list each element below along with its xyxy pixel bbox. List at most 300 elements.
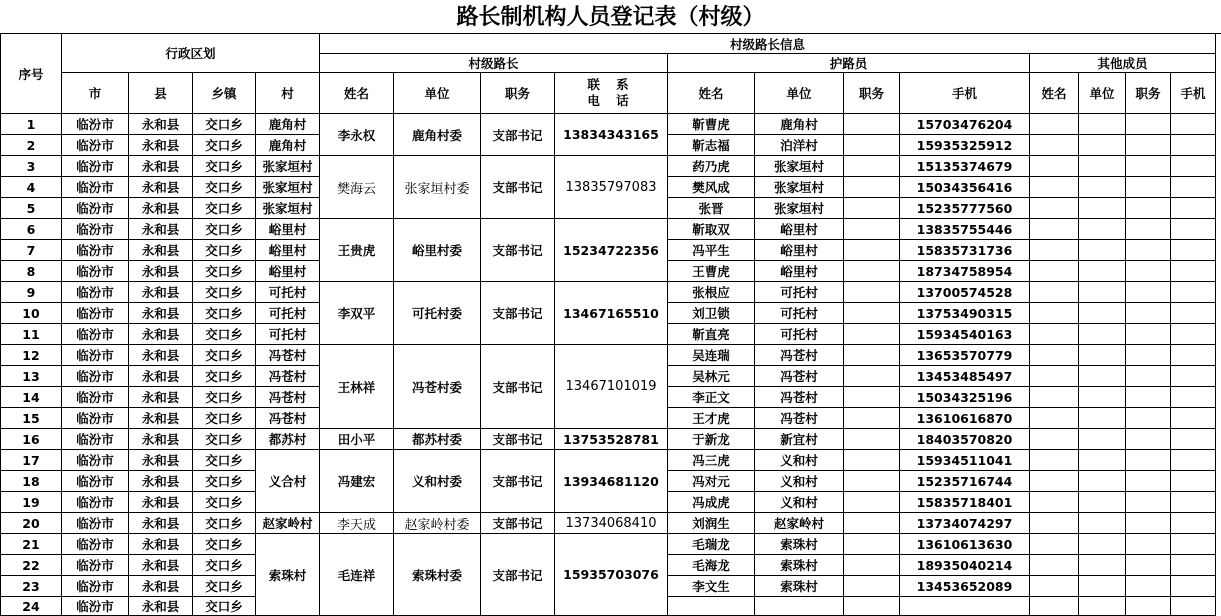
other-phone-cell <box>1171 408 1216 429</box>
head-post-cell: 支部书记 <box>481 450 555 513</box>
seq-cell: 22 <box>1 555 62 576</box>
guard-unit-cell: 索珠村 <box>755 555 844 576</box>
guard-phone-cell: 13753490315 <box>900 303 1030 324</box>
city-cell: 临汾市 <box>62 114 129 135</box>
city-cell: 临汾市 <box>62 555 129 576</box>
head-post-cell: 支部书记 <box>481 219 555 282</box>
village-cell: 鹿角村 <box>256 135 320 156</box>
head-name-cell: 王贵虎 <box>320 219 394 282</box>
guard-unit-cell: 可托村 <box>755 282 844 303</box>
guard-unit-cell: 索珠村 <box>755 534 844 555</box>
county-cell: 永和县 <box>129 261 193 282</box>
other-unit-cell <box>1079 177 1126 198</box>
town-cell: 交口乡 <box>193 177 256 198</box>
village-cell: 峪里村 <box>256 240 320 261</box>
guard-phone-cell: 13734074297 <box>900 513 1030 534</box>
other-post-cell <box>1126 177 1171 198</box>
col-guard-name: 姓名 <box>668 73 755 114</box>
seq-cell: 13 <box>1 366 62 387</box>
other-unit-cell <box>1079 261 1126 282</box>
city-cell: 临汾市 <box>62 597 129 616</box>
other-phone-cell <box>1171 555 1216 576</box>
guard-phone-cell: 13700574528 <box>900 282 1030 303</box>
other-phone-cell <box>1171 450 1216 471</box>
village-cell: 赵家岭村 <box>256 513 320 534</box>
guard-name-cell: 冯成虎 <box>668 492 755 513</box>
col-post: 职务 <box>481 73 555 114</box>
seq-cell: 17 <box>1 450 62 471</box>
head-phone-cell: 15935703076 <box>555 534 668 616</box>
guard-post-cell <box>844 450 900 471</box>
guard-name-cell <box>668 597 755 616</box>
guard-name-cell: 吴连瑞 <box>668 345 755 366</box>
other-phone-cell <box>1171 177 1216 198</box>
town-cell: 交口乡 <box>193 513 256 534</box>
city-cell: 临汾市 <box>62 135 129 156</box>
head-unit-cell: 冯苍村委 <box>394 345 481 429</box>
head-unit-cell: 可托村委 <box>394 282 481 345</box>
head-name-cell: 樊海云 <box>320 156 394 219</box>
head-post-cell: 支部书记 <box>481 114 555 156</box>
guard-name-cell: 张根应 <box>668 282 755 303</box>
other-phone-cell <box>1171 576 1216 597</box>
col-city: 市 <box>62 73 129 114</box>
town-cell: 交口乡 <box>193 597 256 616</box>
other-name-cell <box>1030 282 1079 303</box>
other-phone-cell <box>1171 156 1216 177</box>
guard-unit-cell: 冯苍村 <box>755 345 844 366</box>
other-post-cell <box>1126 240 1171 261</box>
city-cell: 临汾市 <box>62 219 129 240</box>
col-name: 姓名 <box>320 73 394 114</box>
guard-unit-cell <box>755 597 844 616</box>
town-cell: 交口乡 <box>193 534 256 555</box>
guard-post-cell <box>844 198 900 219</box>
village-cell: 冯苍村 <box>256 387 320 408</box>
guard-phone-cell: 15835731736 <box>900 240 1030 261</box>
other-name-cell <box>1030 219 1079 240</box>
other-post-cell <box>1126 303 1171 324</box>
guard-name-cell: 靳志福 <box>668 135 755 156</box>
guard-name-cell: 张晋 <box>668 198 755 219</box>
village-cell: 冯苍村 <box>256 366 320 387</box>
guard-post-cell <box>844 324 900 345</box>
other-post-cell <box>1126 324 1171 345</box>
head-name-cell: 李双平 <box>320 282 394 345</box>
guard-post-cell <box>844 555 900 576</box>
other-post-cell <box>1126 219 1171 240</box>
other-name-cell <box>1030 366 1079 387</box>
other-unit-cell <box>1079 513 1126 534</box>
guard-phone-cell: 15934540163 <box>900 324 1030 345</box>
village-cell: 峪里村 <box>256 219 320 240</box>
head-phone-cell: 13467101019 <box>555 345 668 429</box>
head-unit-cell: 都苏村委 <box>394 429 481 450</box>
other-name-cell <box>1030 513 1079 534</box>
town-cell: 交口乡 <box>193 366 256 387</box>
other-unit-cell <box>1079 198 1126 219</box>
head-unit-cell: 张家垣村委 <box>394 156 481 219</box>
other-unit-cell <box>1079 156 1126 177</box>
village-head-header: 村级路长 <box>320 54 668 73</box>
table-row <box>1 429 1216 450</box>
guard-post-cell <box>844 408 900 429</box>
guard-unit-cell: 冯苍村 <box>755 387 844 408</box>
col-town: 乡镇 <box>193 73 256 114</box>
guard-unit-cell: 峪里村 <box>755 219 844 240</box>
col-phone-line2: 电 话 <box>587 93 635 108</box>
other-phone-cell <box>1171 513 1216 534</box>
head-name-cell: 毛连祥 <box>320 534 394 616</box>
county-cell: 永和县 <box>129 324 193 345</box>
guard-post-cell <box>844 282 900 303</box>
town-cell: 交口乡 <box>193 324 256 345</box>
county-cell: 永和县 <box>129 198 193 219</box>
village-cell: 鹿角村 <box>256 114 320 135</box>
village-cell: 冯苍村 <box>256 345 320 366</box>
other-unit-cell <box>1079 387 1126 408</box>
guard-unit-cell: 可托村 <box>755 324 844 345</box>
guard-phone-cell: 15935325912 <box>900 135 1030 156</box>
guard-unit-cell: 鹿角村 <box>755 114 844 135</box>
seq-cell: 23 <box>1 576 62 597</box>
head-post-cell: 支部书记 <box>481 345 555 429</box>
table-row <box>1 450 1216 471</box>
col-guard-phone: 手机 <box>900 73 1030 114</box>
col-other-phone: 手机 <box>1171 73 1216 114</box>
other-name-cell <box>1030 534 1079 555</box>
head-phone-cell: 13835797083 <box>555 156 668 219</box>
other-name-cell <box>1030 408 1079 429</box>
guard-post-cell <box>844 534 900 555</box>
county-cell: 永和县 <box>129 597 193 616</box>
guard-post-cell <box>844 219 900 240</box>
guard-phone-cell: 15835718401 <box>900 492 1030 513</box>
guard-phone-cell: 13653570779 <box>900 345 1030 366</box>
village-cell: 张家垣村 <box>256 156 320 177</box>
col-phone <box>555 73 668 114</box>
village-cell: 张家垣村 <box>256 198 320 219</box>
guard-name-cell: 王才虎 <box>668 408 755 429</box>
head-unit-cell: 峪里村委 <box>394 219 481 282</box>
city-cell: 临汾市 <box>62 177 129 198</box>
city-cell: 临汾市 <box>62 324 129 345</box>
head-post-cell: 支部书记 <box>481 156 555 219</box>
sheet-title: 路长制机构人员登记表（村级） <box>0 0 1221 34</box>
seq-cell: 6 <box>1 219 62 240</box>
seq-cell: 3 <box>1 156 62 177</box>
city-cell: 临汾市 <box>62 387 129 408</box>
city-cell: 临汾市 <box>62 366 129 387</box>
col-other-name: 姓名 <box>1030 73 1079 114</box>
other-post-cell <box>1126 408 1171 429</box>
guard-name-cell: 王曹虎 <box>668 261 755 282</box>
town-cell: 交口乡 <box>193 555 256 576</box>
town-cell: 交口乡 <box>193 345 256 366</box>
head-post-cell: 支部书记 <box>481 513 555 534</box>
table-row <box>1 513 1216 534</box>
head-post-cell: 支部书记 <box>481 429 555 450</box>
table-row <box>1 156 1216 177</box>
village-cell: 可托村 <box>256 303 320 324</box>
guard-post-cell <box>844 303 900 324</box>
other-name-cell <box>1030 429 1079 450</box>
guard-post-cell <box>844 177 900 198</box>
guard-name-cell: 李文生 <box>668 576 755 597</box>
guard-unit-cell: 冯苍村 <box>755 366 844 387</box>
guard-unit-cell: 义和村 <box>755 492 844 513</box>
guard-post-cell <box>844 387 900 408</box>
seq-cell: 9 <box>1 282 62 303</box>
guard-post-cell <box>844 513 900 534</box>
other-post-cell <box>1126 156 1171 177</box>
town-cell: 交口乡 <box>193 282 256 303</box>
head-unit-cell: 鹿角村委 <box>394 114 481 156</box>
other-name-cell <box>1030 135 1079 156</box>
guard-phone-cell: 15235777560 <box>900 198 1030 219</box>
guard-phone-cell: 15934511041 <box>900 450 1030 471</box>
other-unit-cell <box>1079 534 1126 555</box>
county-cell: 永和县 <box>129 555 193 576</box>
other-name-cell <box>1030 555 1079 576</box>
other-name-cell <box>1030 492 1079 513</box>
village-cell: 义合村 <box>256 450 320 513</box>
city-cell: 临汾市 <box>62 261 129 282</box>
village-cell: 张家垣村 <box>256 177 320 198</box>
village-cell: 索珠村 <box>256 534 320 616</box>
seq-cell: 12 <box>1 345 62 366</box>
village-cell: 冯苍村 <box>256 408 320 429</box>
other-post-cell <box>1126 135 1171 156</box>
guard-name-cell: 冯平生 <box>668 240 755 261</box>
other-phone-cell <box>1171 534 1216 555</box>
other-post-cell <box>1126 261 1171 282</box>
other-phone-cell <box>1171 471 1216 492</box>
guard-unit-cell: 张家垣村 <box>755 156 844 177</box>
guard-phone-cell: 15703476204 <box>900 114 1030 135</box>
guard-unit-cell: 泊洋村 <box>755 135 844 156</box>
guard-name-cell: 冯对元 <box>668 471 755 492</box>
city-cell: 临汾市 <box>62 450 129 471</box>
head-phone-cell: 13934681120 <box>555 450 668 513</box>
guard-post-cell <box>844 492 900 513</box>
seq-cell: 2 <box>1 135 62 156</box>
col-guard-post: 职务 <box>844 73 900 114</box>
other-name-cell <box>1030 240 1079 261</box>
county-cell: 永和县 <box>129 282 193 303</box>
other-unit-cell <box>1079 282 1126 303</box>
seq-header: 序号 <box>1 34 62 114</box>
other-post-cell <box>1126 198 1171 219</box>
seq-cell: 21 <box>1 534 62 555</box>
other-name-cell <box>1030 450 1079 471</box>
other-name-cell <box>1030 471 1079 492</box>
guard-name-cell: 刘卫锁 <box>668 303 755 324</box>
seq-cell: 4 <box>1 177 62 198</box>
guard-post-cell <box>844 240 900 261</box>
table-row <box>1 345 1216 366</box>
other-unit-cell <box>1079 555 1126 576</box>
guard-phone-cell: 15034325196 <box>900 387 1030 408</box>
guard-post-cell <box>844 114 900 135</box>
registration-table <box>0 33 1216 616</box>
other-phone-cell <box>1171 324 1216 345</box>
guard-post-cell <box>844 429 900 450</box>
town-cell: 交口乡 <box>193 408 256 429</box>
guard-name-cell: 于新龙 <box>668 429 755 450</box>
city-cell: 临汾市 <box>62 513 129 534</box>
table-row <box>1 534 1216 555</box>
seq-cell: 1 <box>1 114 62 135</box>
guard-phone-cell: 13453652089 <box>900 576 1030 597</box>
guard-phone-cell: 18935040214 <box>900 555 1030 576</box>
city-cell: 临汾市 <box>62 240 129 261</box>
other-name-cell <box>1030 114 1079 135</box>
col-guard-unit: 单位 <box>755 73 844 114</box>
other-post-cell <box>1126 576 1171 597</box>
guard-name-cell: 李正文 <box>668 387 755 408</box>
other-unit-cell <box>1079 597 1126 616</box>
head-unit-cell: 赵家岭村委 <box>394 513 481 534</box>
other-unit-cell <box>1079 324 1126 345</box>
head-phone-cell: 15234722356 <box>555 219 668 282</box>
guard-phone-cell: 13453485497 <box>900 366 1030 387</box>
county-cell: 永和县 <box>129 450 193 471</box>
town-cell: 交口乡 <box>193 135 256 156</box>
seq-cell: 5 <box>1 198 62 219</box>
guard-name-cell: 樊风成 <box>668 177 755 198</box>
other-post-cell <box>1126 345 1171 366</box>
seq-cell: 15 <box>1 408 62 429</box>
other-name-cell <box>1030 324 1079 345</box>
seq-cell: 16 <box>1 429 62 450</box>
other-unit-cell <box>1079 240 1126 261</box>
other-unit-cell <box>1079 471 1126 492</box>
other-phone-cell <box>1171 387 1216 408</box>
town-cell: 交口乡 <box>193 156 256 177</box>
village-cell: 可托村 <box>256 324 320 345</box>
other-unit-cell <box>1079 492 1126 513</box>
col-other-post: 职务 <box>1126 73 1171 114</box>
other-name-cell <box>1030 198 1079 219</box>
guard-phone-cell: 15034356416 <box>900 177 1030 198</box>
head-unit-cell: 义和村委 <box>394 450 481 513</box>
village-cell: 峪里村 <box>256 261 320 282</box>
other-name-cell <box>1030 261 1079 282</box>
city-cell: 临汾市 <box>62 345 129 366</box>
guard-phone-cell: 13835755446 <box>900 219 1030 240</box>
county-cell: 永和县 <box>129 429 193 450</box>
seq-cell: 19 <box>1 492 62 513</box>
other-post-cell <box>1126 450 1171 471</box>
info-header: 村级路长信息 <box>320 34 1216 54</box>
other-phone-cell <box>1171 261 1216 282</box>
other-unit-cell <box>1079 303 1126 324</box>
guard-phone-cell: 18734758954 <box>900 261 1030 282</box>
county-cell: 永和县 <box>129 219 193 240</box>
other-phone-cell <box>1171 114 1216 135</box>
other-name-cell <box>1030 156 1079 177</box>
guard-unit-cell: 赵家岭村 <box>755 513 844 534</box>
head-post-cell: 支部书记 <box>481 534 555 616</box>
seq-cell: 10 <box>1 303 62 324</box>
town-cell: 交口乡 <box>193 198 256 219</box>
other-header: 其他成员 <box>1030 54 1216 73</box>
head-name-cell: 冯建宏 <box>320 450 394 513</box>
city-cell: 临汾市 <box>62 156 129 177</box>
head-name-cell: 王林祥 <box>320 345 394 429</box>
county-cell: 永和县 <box>129 576 193 597</box>
county-cell: 永和县 <box>129 177 193 198</box>
other-unit-cell <box>1079 135 1126 156</box>
head-name-cell: 李永权 <box>320 114 394 156</box>
col-village: 村 <box>256 73 320 114</box>
guard-unit-cell: 新宜村 <box>755 429 844 450</box>
guard-phone-cell: 15235716744 <box>900 471 1030 492</box>
head-name-cell: 李天成 <box>320 513 394 534</box>
county-cell: 永和县 <box>129 366 193 387</box>
col-phone-line1: 联 系 <box>587 77 635 92</box>
guard-post-cell <box>844 576 900 597</box>
other-post-cell <box>1126 114 1171 135</box>
guard-name-cell: 毛瑞龙 <box>668 534 755 555</box>
guard-unit-cell: 峪里村 <box>755 240 844 261</box>
county-cell: 永和县 <box>129 408 193 429</box>
town-cell: 交口乡 <box>193 219 256 240</box>
other-phone-cell <box>1171 429 1216 450</box>
guard-post-cell <box>844 366 900 387</box>
guard-post-cell <box>844 261 900 282</box>
seq-cell: 24 <box>1 597 62 616</box>
county-cell: 永和县 <box>129 534 193 555</box>
other-unit-cell <box>1079 408 1126 429</box>
other-post-cell <box>1126 555 1171 576</box>
col-other-unit: 单位 <box>1079 73 1126 114</box>
other-unit-cell <box>1079 366 1126 387</box>
other-unit-cell <box>1079 219 1126 240</box>
county-cell: 永和县 <box>129 240 193 261</box>
guard-post-cell <box>844 471 900 492</box>
guard-header: 护路员 <box>668 54 1030 73</box>
county-cell: 永和县 <box>129 492 193 513</box>
seq-cell: 14 <box>1 387 62 408</box>
other-name-cell <box>1030 387 1079 408</box>
town-cell: 交口乡 <box>193 471 256 492</box>
guard-unit-cell: 义和村 <box>755 450 844 471</box>
head-post-cell: 支部书记 <box>481 282 555 345</box>
other-post-cell <box>1126 429 1171 450</box>
guard-name-cell: 吴林元 <box>668 366 755 387</box>
guard-name-cell: 刘润生 <box>668 513 755 534</box>
other-phone-cell <box>1171 135 1216 156</box>
other-unit-cell <box>1079 429 1126 450</box>
other-phone-cell <box>1171 240 1216 261</box>
other-post-cell <box>1126 282 1171 303</box>
seq-cell: 7 <box>1 240 62 261</box>
guard-unit-cell: 张家垣村 <box>755 198 844 219</box>
village-cell: 都苏村 <box>256 429 320 450</box>
city-cell: 临汾市 <box>62 408 129 429</box>
other-unit-cell <box>1079 576 1126 597</box>
other-phone-cell <box>1171 492 1216 513</box>
other-unit-cell <box>1079 114 1126 135</box>
other-name-cell <box>1030 303 1079 324</box>
other-name-cell <box>1030 597 1079 616</box>
town-cell: 交口乡 <box>193 261 256 282</box>
village-cell: 可托村 <box>256 282 320 303</box>
guard-unit-cell: 张家垣村 <box>755 177 844 198</box>
other-phone-cell <box>1171 366 1216 387</box>
